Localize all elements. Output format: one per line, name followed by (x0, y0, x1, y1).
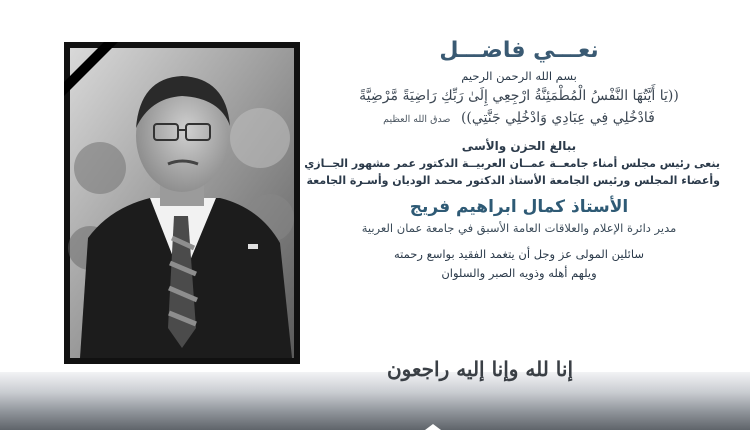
announcer-line-1: ينعى رئيس مجلس أمناء جامعــة عمــان العربيــة الدكتور عمر مشهور الجــازي (304, 157, 720, 170)
deceased-name: الأستاذ كمال ابراهيم فريج (409, 197, 629, 217)
verse-attribution: صدق الله العظيم (383, 114, 451, 125)
black-mourning-ribbon-icon (64, 42, 124, 102)
bottom-notch (425, 424, 441, 430)
announcer-line-2: وأعضاء المجلس ورئيس الجامعة الأستاذ الدكتور محمد الوديان وأسـرة الجامعة (306, 174, 720, 187)
obituary-text (304, 38, 720, 283)
quranic-calligraphy (386, 336, 574, 398)
prayer-line-2: ويلهم أهله وذويه الصبر والسلوان (441, 266, 597, 280)
verse-line-2-text: فَادْخُلِي فِي عِبَادِي وَادْخُلِي جَنَّتِي)) (460, 110, 655, 126)
obituary-title: نعـــي فاضـــل (439, 38, 599, 63)
prayer-line-1: سائلين المولى عز وجل أن يتغمد الفقيد بواسع رحمته (394, 247, 644, 261)
obituary-title-row (318, 38, 720, 63)
verse-line-2 (318, 107, 720, 131)
deceased-role: مدير دائرة الإعلام والعلاقات العامة الأسبق في جامعة عمان العربية (361, 221, 677, 235)
quran-verse (318, 85, 720, 131)
condolence-heading: ببالغ الحزن والأسى (461, 139, 577, 153)
basmala: بسم الله الرحمن الرحيم (461, 69, 577, 83)
verse-line-1: ((يَا أَيَّتُهَا النَّفْسُ الْمُطْمَئِنَّةُ ارْجِعِي إِلَىٰ رَبِّكِ رَاضِيَةً مَّرْضِيَّةً (359, 88, 679, 104)
calligraphy-text: إنا لله وإنا إليه راجعون (386, 357, 574, 381)
bottom-gradient-band (0, 372, 750, 430)
